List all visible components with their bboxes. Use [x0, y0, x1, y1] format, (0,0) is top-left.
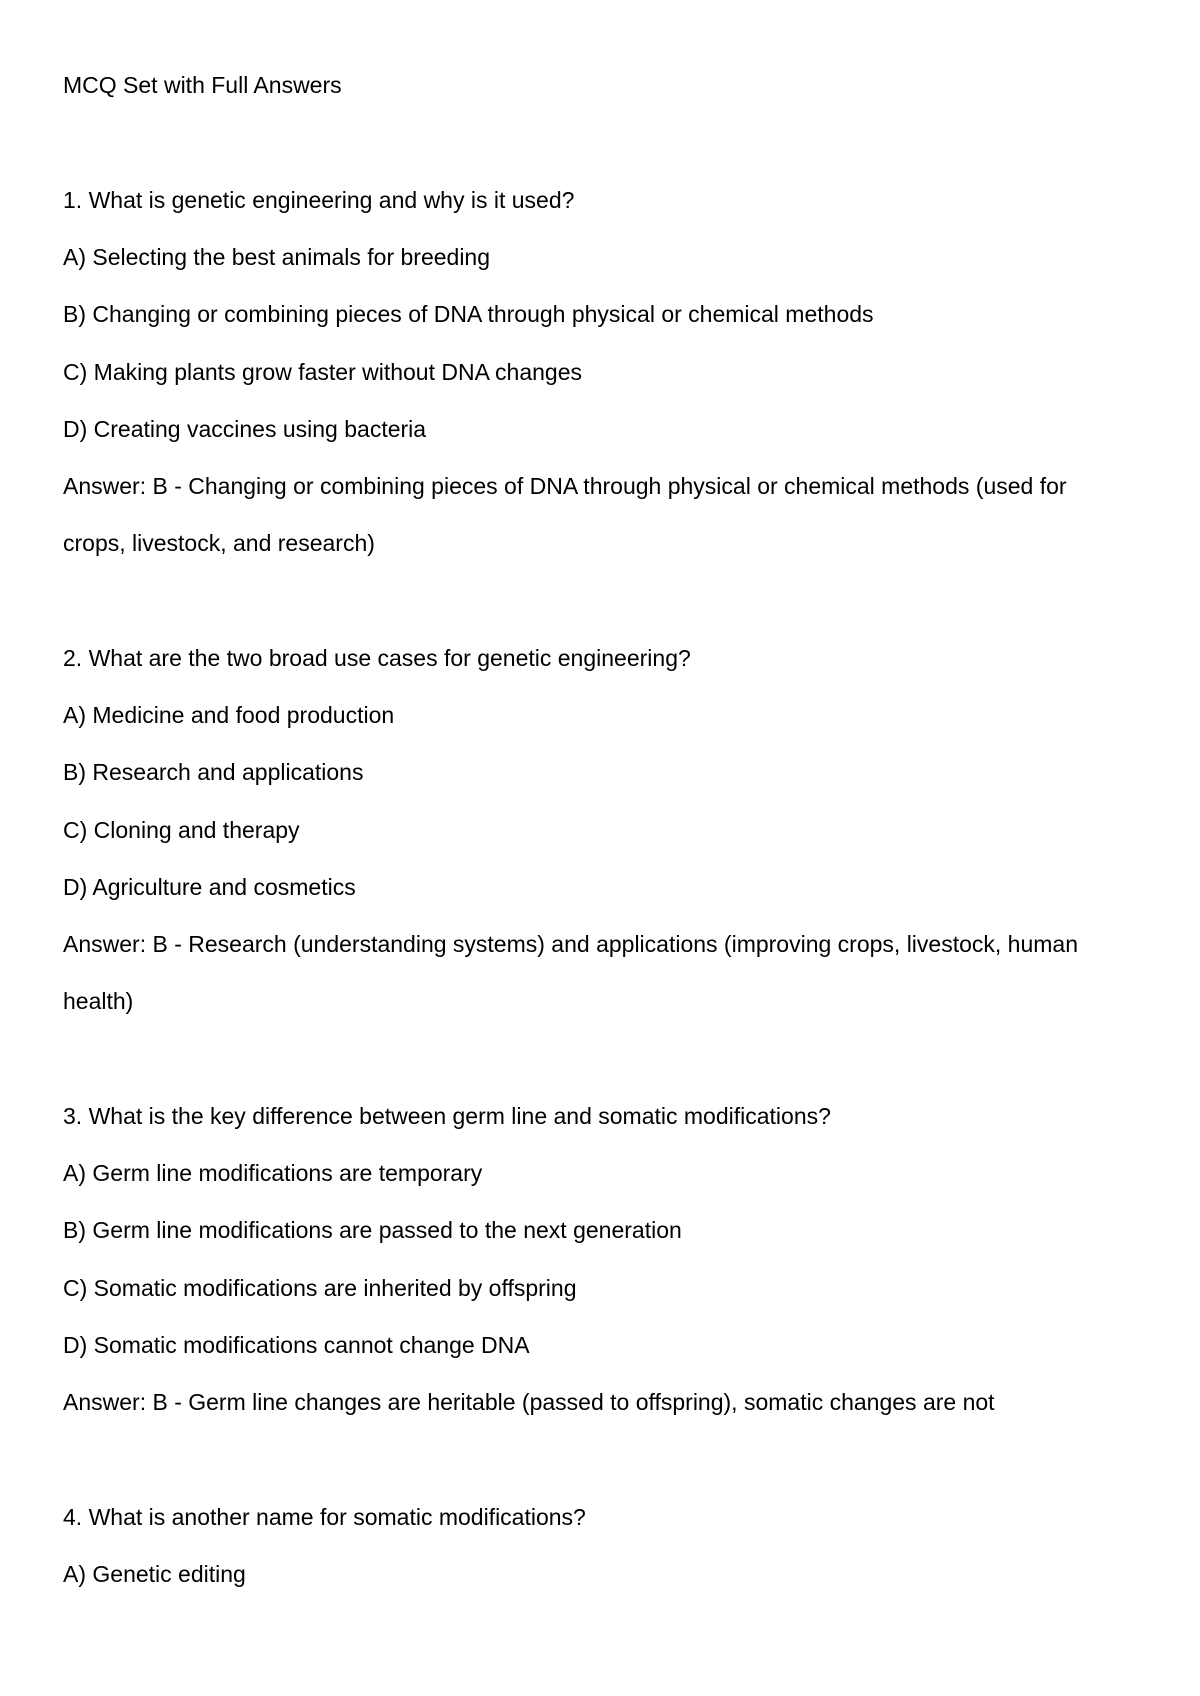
question-1-answer-line-2: crops, livestock, and research)	[63, 530, 375, 556]
question-1-option-d: D) Creating vaccines using bacteria	[63, 416, 427, 442]
question-3-option-b: B) Germ line modifications are passed to the next generation	[63, 1217, 682, 1243]
question-4-text: 4. What is another name for somatic modifications?	[63, 1504, 586, 1530]
question-2-answer-line-1: Answer: B - Research (understanding systems) and applications (improving crops, livestock, human	[63, 931, 1078, 957]
question-1-option-a: A) Selecting the best animals for breeding	[63, 244, 491, 270]
question-2-option-a: A) Medicine and food production	[63, 702, 395, 728]
question-2-option-d: D) Agriculture and cosmetics	[63, 874, 356, 900]
question-4-option-a: A) Genetic editing	[63, 1561, 246, 1587]
question-2-text: 2. What are the two broad use cases for genetic engineering?	[63, 645, 691, 671]
question-1-option-c: C) Making plants grow faster without DNA changes	[63, 359, 583, 385]
question-3-answer-line-1: Answer: B - Germ line changes are heritable (passed to offspring), somatic changes are not	[63, 1389, 995, 1415]
question-2-answer-line-2: health)	[63, 988, 134, 1014]
question-3-option-a: A) Germ line modifications are temporary	[63, 1160, 483, 1186]
question-2-option-b: B) Research and applications	[63, 759, 364, 785]
question-1-text: 1. What is genetic engineering and why is it used?	[63, 187, 575, 213]
question-3-option-c: C) Somatic modifications are inherited by offspring	[63, 1275, 577, 1301]
question-3-option-d: D) Somatic modifications cannot change DNA	[63, 1332, 530, 1358]
question-2-option-c: C) Cloning and therapy	[63, 817, 300, 843]
question-3-text: 3. What is the key difference between germ line and somatic modifications?	[63, 1103, 831, 1129]
question-1-answer-line-1: Answer: B - Changing or combining pieces of DNA through physical or chemical methods (used for	[63, 473, 1067, 499]
document-title: MCQ Set with Full Answers	[63, 72, 342, 98]
question-1-option-b: B) Changing or combining pieces of DNA through physical or chemical methods	[63, 301, 874, 327]
